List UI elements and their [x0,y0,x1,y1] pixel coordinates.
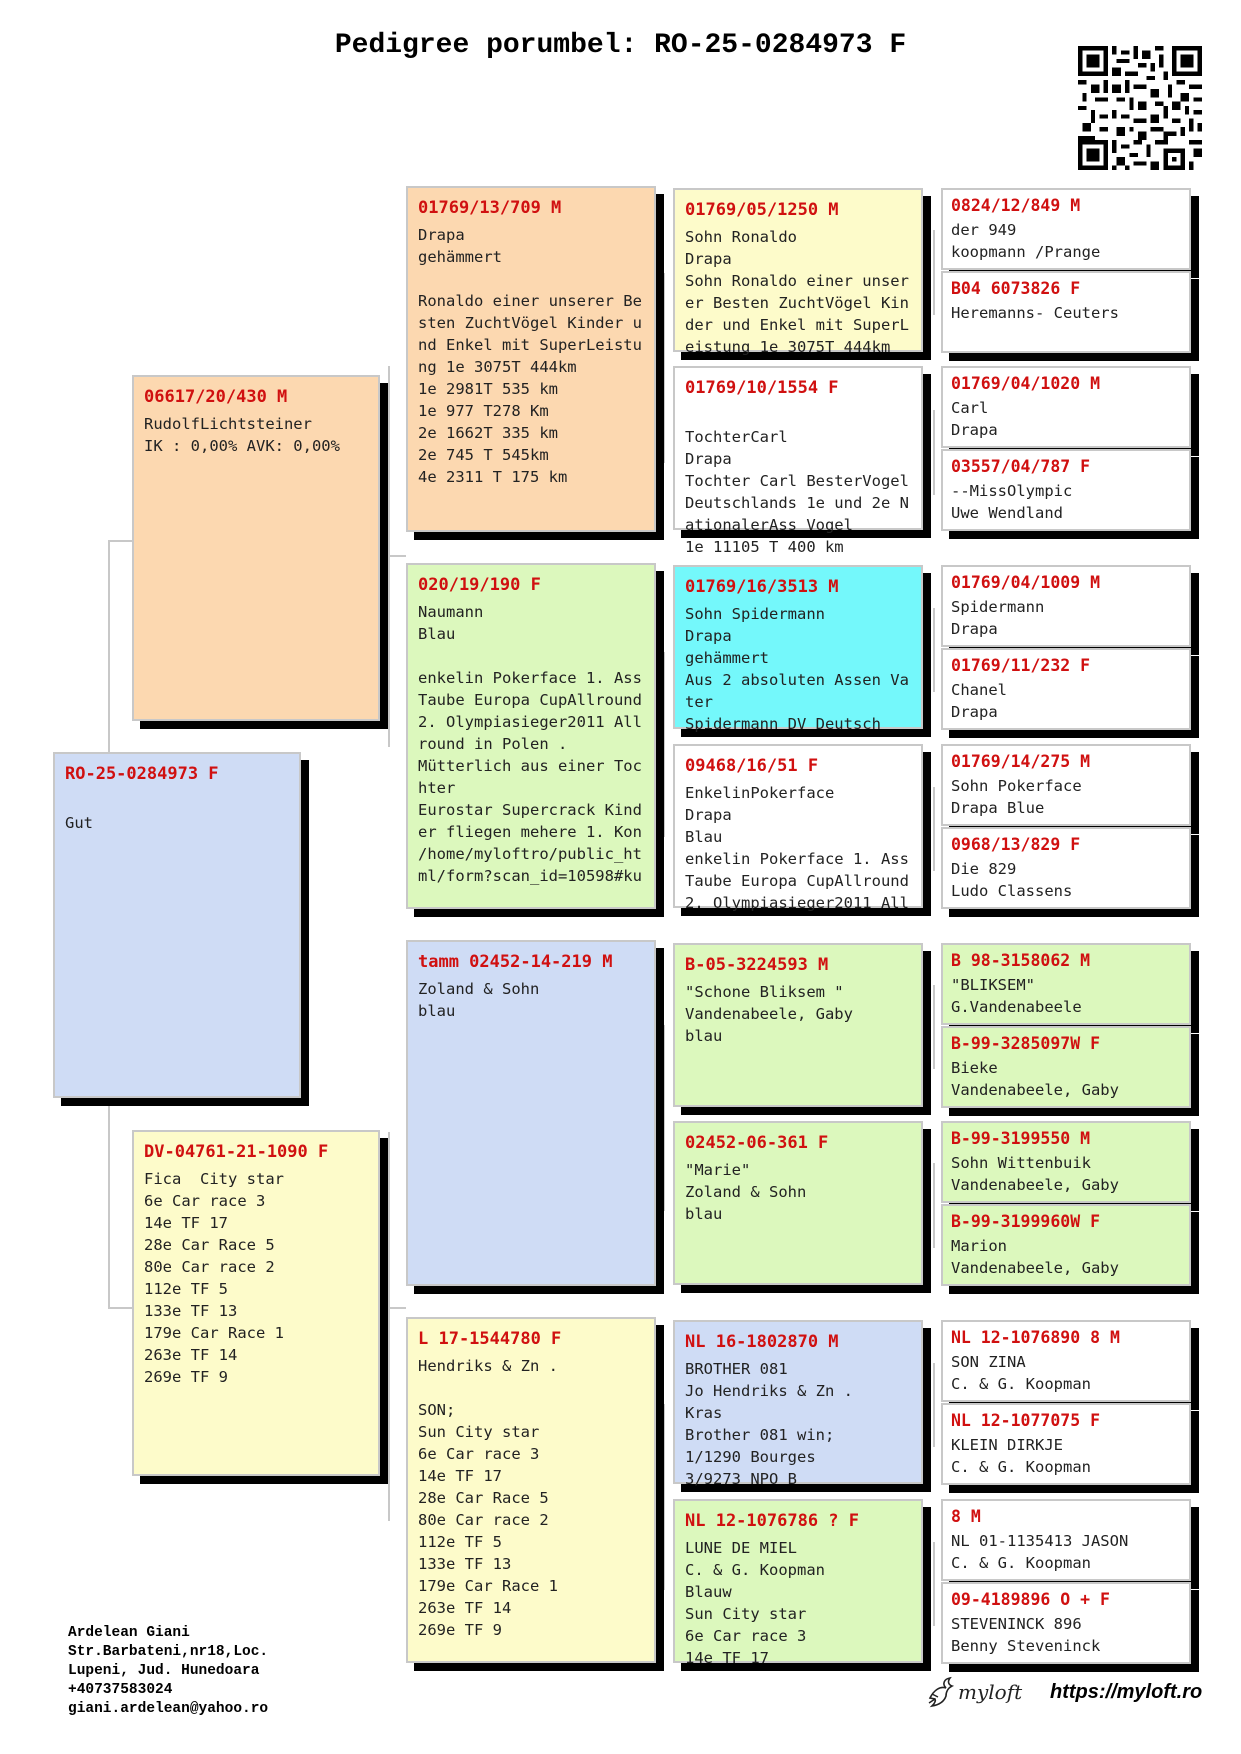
pigeon-card-gen4[interactable] [673,1320,923,1488]
pigeon-card-gen4[interactable] [673,1499,923,1667]
pigeon-notes: EnkelinPokerface Drapa Blau enkelin Pokerface 1. Ass Taube Europa CupAllround 2. Olympiasieger2011 All [685,784,909,912]
ring-id: B-99-3199550 M [951,1129,1091,1148]
pigeon-notes: Gut [65,814,93,832]
pigeon-notes: NL 01-1135413 JASON C. & G. Koopman [951,1532,1129,1572]
pigeon-notes: Sohn Ronaldo Drapa Sohn Ronaldo einer unserer Besten ZuchtVögel Kinder und Enkel mit SuperLeistung 1e 3075T 444km [685,228,909,356]
connector-line [933,787,935,871]
pigeon-notes: Hendriks & Zn . SON; Sun City star 6e Car race 3 14e TF 17 28e Car Race 5 80e Car race 2 112e TF 5 133e TF 13 179e Car Race 1 263e TF 14 269e TF 9 [418,1357,558,1639]
pigeon-card-gen5[interactable] [941,1026,1191,1108]
pigeon-card-sire[interactable] [132,375,380,721]
ring-id: NL 12-1076890 8 M [951,1328,1120,1347]
pigeon-notes: Chanel Drapa [951,681,1007,721]
pigeon-notes: Sohn Spidermann Drapa gehämmert Aus 2 absoluten Assen Vater Spidermann DV Deutsch [685,605,909,733]
ring-id: B-99-3199960W F [951,1212,1101,1231]
ring-id: 01769/16/3513 M [685,577,839,597]
pigeon-notes: der 949 koopmann /Prange [951,221,1101,261]
ring-id: 020/19/190 F [418,575,541,595]
connector-line [388,1132,390,1521]
connector-line [933,608,935,692]
ring-id: 8 M [951,1507,981,1526]
ring-id: tamm 02452-14-219 M [418,952,613,972]
pigeon-card-gen5[interactable] [941,565,1191,647]
owner-address: Lupeni, Jud. Hunedoara [68,1663,260,1679]
ring-id: B 98-3158062 M [951,951,1091,970]
pigeon-card-subject[interactable] [53,752,301,1098]
ring-id: B04 6073826 F [951,279,1081,298]
ring-id: B-05-3224593 M [685,955,829,975]
ring-id: 01769/04/1020 M [951,374,1101,393]
ring-id: B-99-3285097W F [951,1034,1101,1053]
pigeon-card-gen5[interactable] [941,1320,1191,1402]
ring-id: 01769/11/232 F [951,656,1091,675]
pigeon-notes: RudolfLichtsteiner IK : 0,00% AVK: 0,00% [144,415,340,455]
pigeon-card-gen4[interactable] [673,744,923,912]
owner-phone: +40737583024 [68,1682,173,1698]
pigeon-notes: "Schone Bliksem " Vandenabeele, Gaby blau [685,983,853,1045]
pigeon-card-dam[interactable] [132,1130,380,1476]
pigeon-card-gen5[interactable] [941,744,1191,826]
ring-id: 0824/12/849 M [951,196,1081,215]
owner-contact [68,1624,268,1719]
pigeon-card-gen4[interactable] [673,188,923,356]
ring-id: 06617/20/430 M [144,387,288,407]
pigeon-card-gen5[interactable] [941,271,1191,353]
pigeon-card-gen3[interactable] [406,1317,656,1663]
pigeon-card-gen4[interactable] [673,366,923,556]
pigeon-card-gen5[interactable] [941,1499,1191,1581]
ring-id: 09-4189896 O + F [951,1590,1110,1609]
pigeon-notes: Naumann Blau enkelin Pokerface 1. Ass Taube Europa CupAllround 2. Olympiasieger2011 Allround in Polen . Mütterlich aus einer Tochter Eurostar Supercrack Kinder fliegen mehere 1. Kon /home/myloftro/public_html/form?scan_id=10598#ku [418,603,642,885]
pigeon-notes: Spidermann Drapa [951,598,1045,638]
connector-line [663,1404,665,1590]
ring-id: 03557/04/787 F [951,457,1091,476]
pigeon-notes: Die 829 Ludo Classens [951,860,1073,900]
pigeon-notes: "Marie" Zoland & Sohn blau [685,1161,807,1223]
pigeon-card-gen5[interactable] [941,648,1191,730]
ring-id: NL 12-1076786 ? F [685,1511,859,1531]
ring-id: L 17-1544780 F [418,1329,562,1349]
connector-line [108,540,132,542]
pigeon-notes: KLEIN DIRKJE C. & G. Koopman [951,1436,1091,1476]
owner-address: Str.Barbateni,nr18,Loc. [68,1644,269,1660]
pigeon-card-gen5[interactable] [941,1121,1191,1203]
pigeon-card-gen3[interactable] [406,186,656,532]
pigeon-card-gen4[interactable] [673,1121,923,1285]
ring-id: 01769/10/1554 F [685,378,839,398]
myloft-logo: myloft [958,1680,1023,1704]
connector-line [388,1307,406,1309]
pigeon-card-gen4[interactable] [673,565,923,733]
connector-line [108,1307,132,1309]
pigeon-card-gen5[interactable] [941,943,1191,1025]
connector-line [933,1363,935,1447]
ring-id: 0968/13/829 F [951,835,1081,854]
pigeon-card-gen4[interactable] [673,943,923,1107]
pigeon-notes: Zoland & Sohn blau [418,980,540,1020]
owner-name: Ardelean Giani [68,1625,190,1641]
ring-id: DV-04761-21-1090 F [144,1142,329,1162]
pigeon-card-gen5[interactable] [941,827,1191,909]
ring-id: 01769/13/709 M [418,198,562,218]
pigeon-notes: Sohn Pokerface Drapa Blue [951,777,1082,817]
ring-id: RO-25-0284973 F [65,764,219,784]
pigeon-logo-icon [926,1676,956,1708]
pigeon-notes: LUNE DE MIEL C. & G. Koopman Blauw Sun City star 6e Car race 3 14e TF 17 [685,1539,825,1667]
pigeon-card-gen5[interactable] [941,1582,1191,1664]
connector-line [933,230,935,315]
website-link[interactable]: https://myloft.ro [1050,1681,1203,1703]
pigeon-card-gen5[interactable] [941,449,1191,531]
ring-id: 01769/14/275 M [951,752,1091,771]
pigeon-notes: Carl Drapa [951,399,998,439]
pigeon-notes: TochterCarl Drapa Tochter Carl BesterVogel Deutschlands 1e und 2e NationalerAss Vogel 1e 11105 T 400 km [685,428,909,556]
pigeon-notes: "BLIKSEM" G.Vandenabeele [951,976,1082,1016]
pigeon-card-gen5[interactable] [941,1403,1191,1485]
pigeon-card-gen5[interactable] [941,366,1191,448]
connector-line [663,652,665,837]
pigeon-card-gen5[interactable] [941,1204,1191,1286]
pigeon-notes: Marion Vandenabeele, Gaby [951,1237,1119,1277]
qr-code-icon[interactable] [1078,46,1202,170]
pigeon-notes: --MissOlympic Uwe Wendland [951,482,1073,522]
pigeon-card-gen5[interactable] [941,188,1191,270]
ring-id: NL 16-1802870 M [685,1332,839,1352]
pigeon-notes: Drapa gehämmert Ronaldo einer unserer Besten ZuchtVögel Kinder und Enkel mit SuperLeistung 1e 3075T 444km 1e 2981T 535 km 1e 977 T278 Km 2e 1662T 335 km 2e 745 T 545km 4e 2311 T 175 km [418,226,642,486]
pigeon-notes: Sohn Wittenbuik Vandenabeele, Gaby [951,1154,1119,1194]
connector-line [663,273,665,463]
pigeon-notes: Heremanns- Ceuters [951,304,1119,322]
connector-line [933,410,935,495]
ring-id: 01769/05/1250 M [685,200,839,220]
ring-id: NL 12-1077075 F [951,1411,1101,1430]
page-title: Pedigree porumbel: RO-25-0284973 F [334,30,907,61]
pigeon-notes: Bieke Vandenabeele, Gaby [951,1059,1119,1099]
connector-line [933,1163,935,1248]
pigeon-card-gen3[interactable] [406,563,656,909]
ring-id: 01769/04/1009 M [951,573,1101,592]
connector-line [933,1542,935,1626]
pigeon-notes: STEVENINCK 896 Benny Steveninck [951,1615,1101,1655]
owner-email: giani.ardelean@yahoo.ro [68,1701,269,1717]
connector-line [388,555,406,557]
connector-line [933,985,935,1069]
ring-id: 02452-06-361 F [685,1133,829,1153]
pigeon-notes: Fica City star 6e Car race 3 14e TF 17 28e Car Race 5 80e Car race 2 112e TF 5 133e TF 13 179e Car Race 1 263e TF 14 269e TF 9 [144,1170,284,1386]
pigeon-card-gen3[interactable] [406,940,656,1286]
pigeon-notes: SON ZINA C. & G. Koopman [951,1353,1091,1393]
ring-id: 09468/16/51 F [685,756,819,776]
pigeon-notes: BROTHER 081 Jo Hendriks & Zn . Kras Brother 081 win; 1/1290 Bourges 3/9273 NPO B [685,1360,853,1488]
connector-line [663,1025,665,1211]
